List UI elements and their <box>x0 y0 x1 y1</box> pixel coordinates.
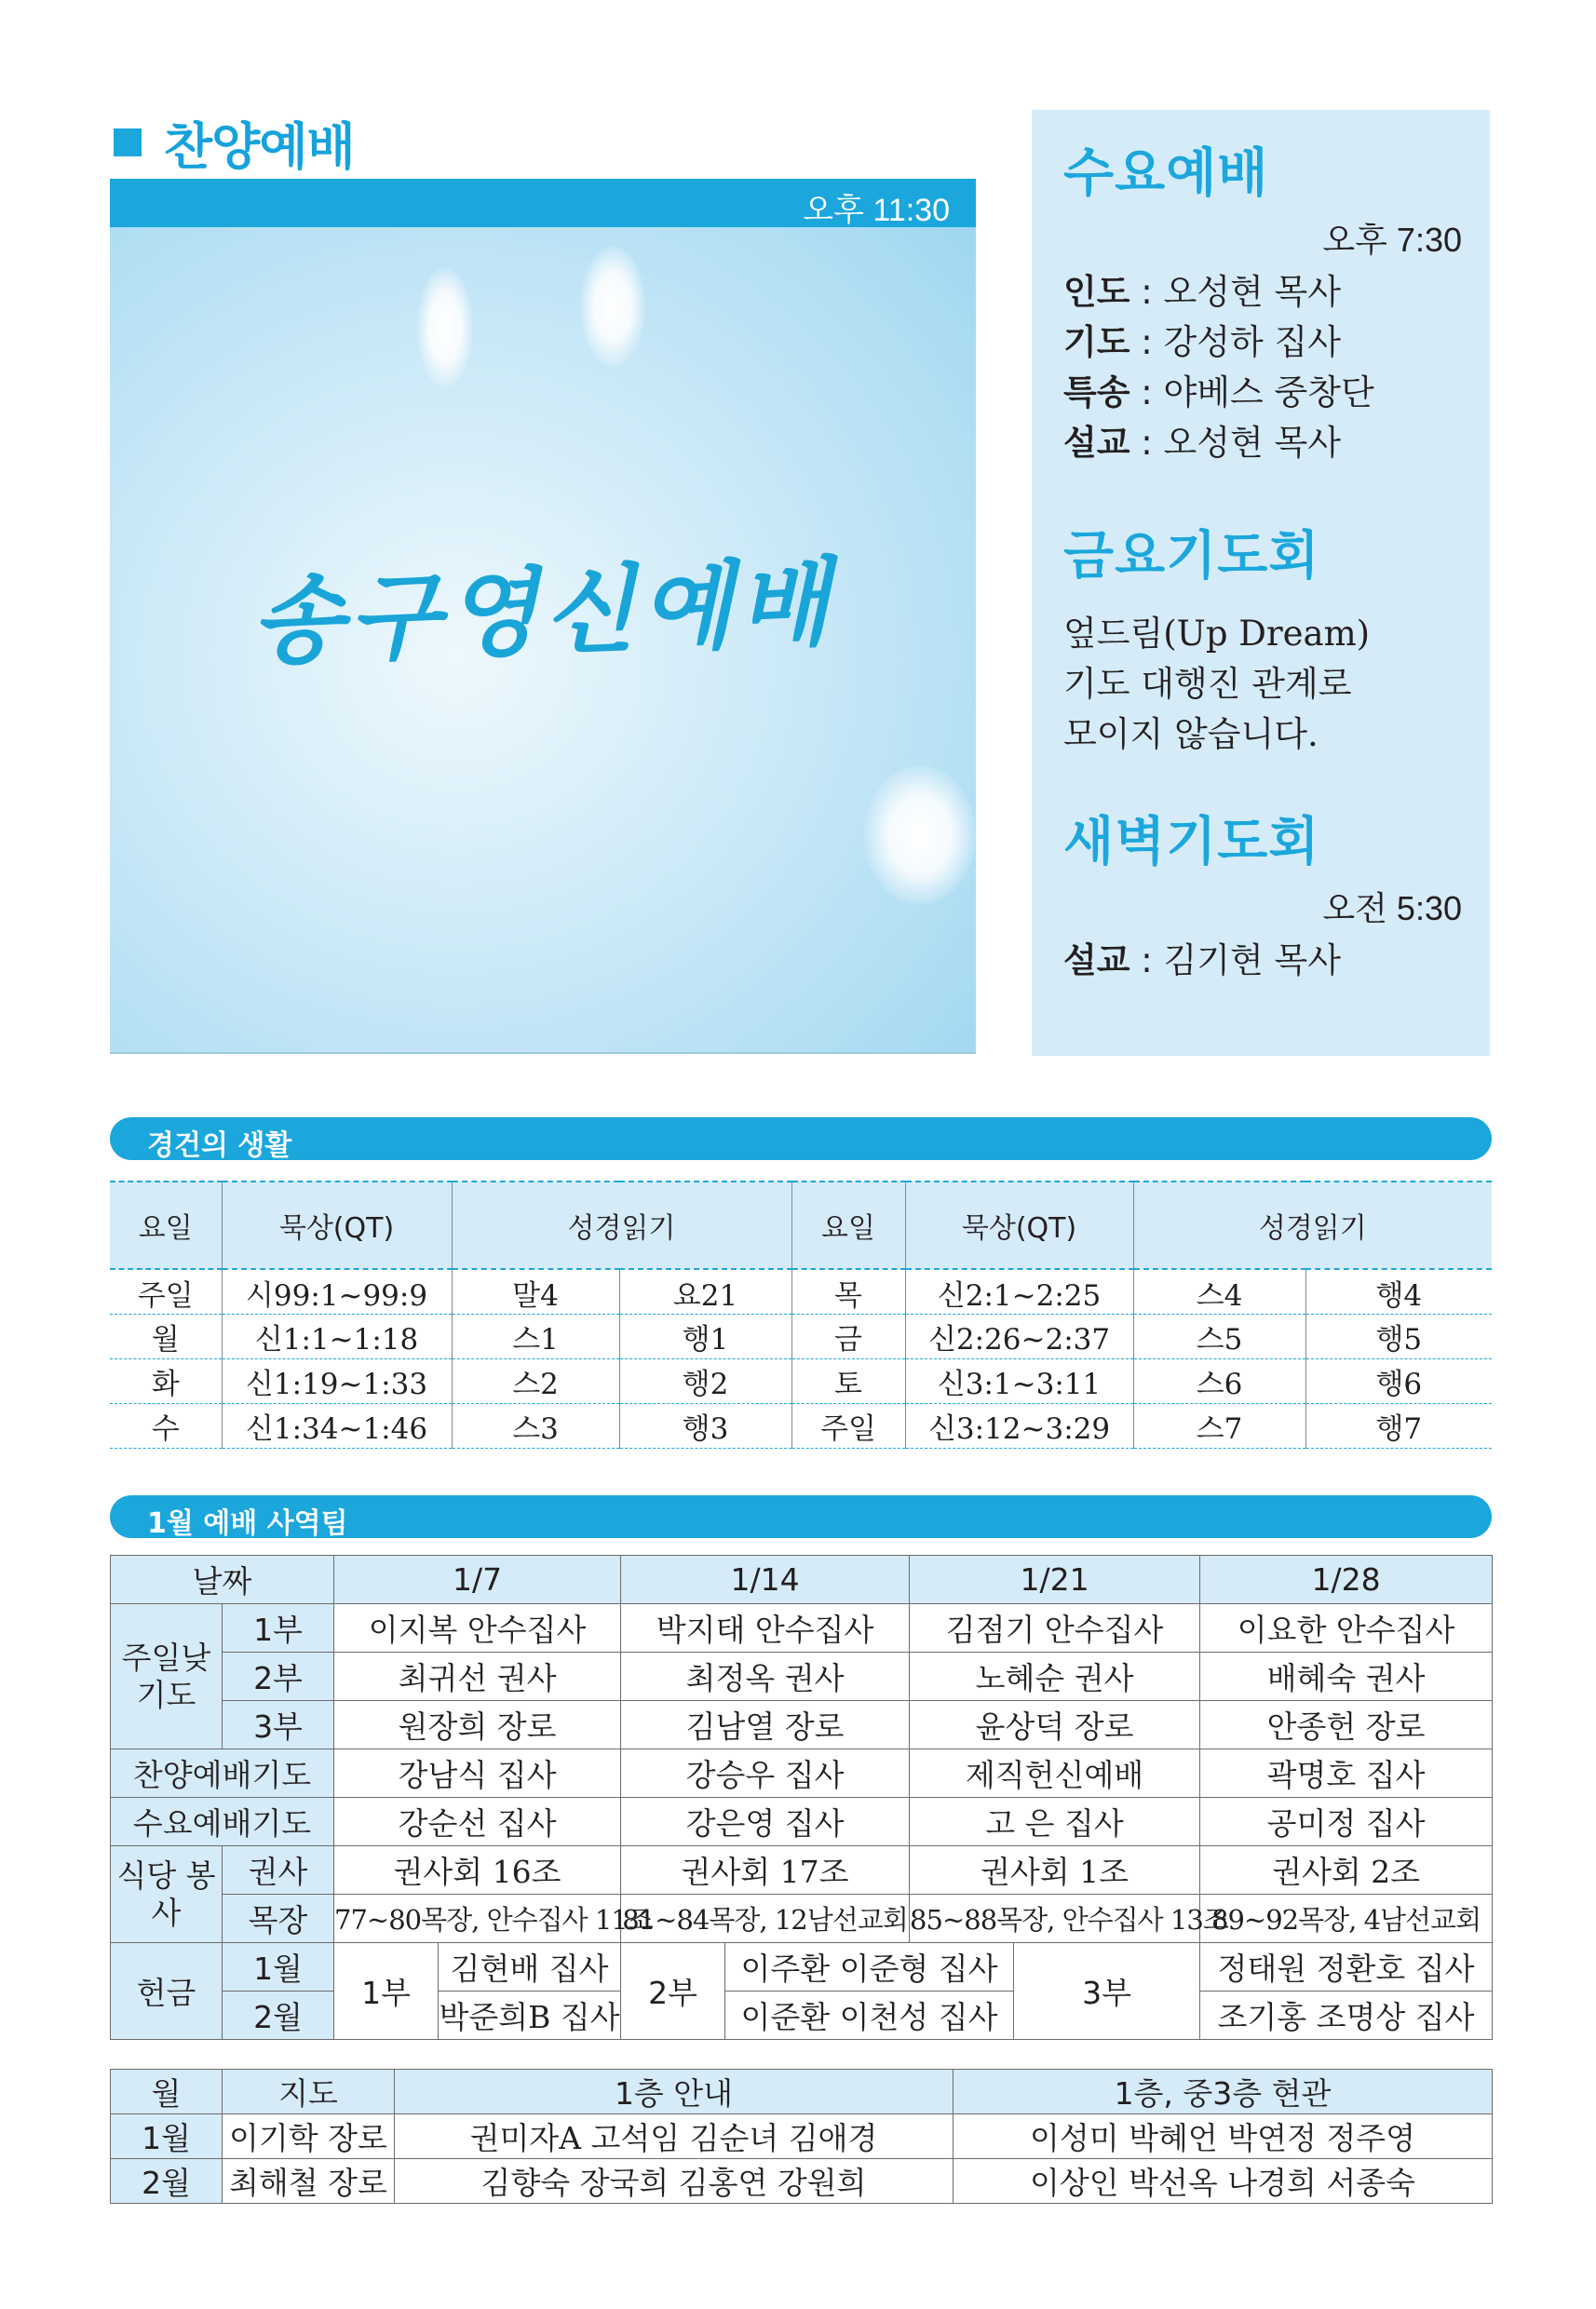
table-row: 식당 봉사 권사 권사회 16조 권사회 17조 권사회 1조 권사회 2조 <box>111 1846 1493 1895</box>
table-row: 찬양예배기도 강남식 집사 강승우 집사 제직헌신예배 곽명호 집사 <box>111 1749 1493 1798</box>
table-row: 월 지도 1층 안내 1층, 중3층 현관 <box>111 2070 1493 2114</box>
praise-service-header <box>114 110 355 175</box>
ministry-team-title: 1월 예배 사역팀 <box>147 1507 348 1540</box>
table-row: 날짜 1/7 1/14 1/21 1/28 <box>111 1556 1493 1604</box>
header-qt: 묵상(QT) <box>905 1182 1133 1269</box>
wednesday-role-sermon: 설교 : 오성현 목사 <box>1063 422 1341 463</box>
table-row: 화 신1:19~1:33 스2 행2 토 신3:1~3:11 스6 행6 <box>110 1359 1492 1404</box>
table-row: 수 신1:34~1:46 스3 행3 주일 신3:12~3:29 스7 행7 <box>110 1404 1492 1449</box>
wednesday-role-special-song: 특송 : 야베스 중창단 <box>1063 371 1374 412</box>
praise-service-title: 찬양예배 <box>164 116 355 176</box>
dawn-prayer-time: 오전 5:30 <box>1322 888 1462 927</box>
new-year-service-title: 송구영신예배 <box>249 547 837 679</box>
table-row: 2월 박준희B 집사 이준환 이천성 집사 조기홍 조명상 집사 <box>111 1992 1493 2040</box>
square-bullet-icon <box>114 128 142 156</box>
header-qt: 묵상(QT) <box>222 1182 452 1269</box>
weekday-services-panel <box>1032 110 1490 1056</box>
friday-prayer-title: 금요기도회 <box>1063 525 1320 587</box>
praise-service-image <box>110 179 976 1054</box>
table-row: 목장 77~80목장, 안수집사 11조 81~84목장, 12남선교회 85~88목장, 안수집사 13조 89~92목장, 4남선교회 <box>111 1895 1493 1943</box>
wednesday-prayer-label: 수요예배기도 <box>111 1798 334 1846</box>
table-row: 월 신1:1~1:18 스1 행1 금 신2:26~2:37 스5 행5 <box>110 1315 1492 1359</box>
ministry-team-banner <box>110 1495 1492 1538</box>
praise-time-bar <box>110 179 976 227</box>
candle-glow-icon <box>864 765 976 905</box>
candle-glow-icon <box>580 246 645 367</box>
praise-prayer-label: 찬양예배기도 <box>111 1749 334 1798</box>
offering-label: 헌금 <box>111 1943 223 2040</box>
sunday-prayer-label: 주일낮 기도 <box>111 1604 223 1749</box>
praise-service-time: 오후 11:30 <box>803 193 950 228</box>
wednesday-service-time: 오후 7:30 <box>1322 220 1462 259</box>
header-day: 요일 <box>791 1182 905 1269</box>
devotion-section-banner <box>110 1117 1492 1160</box>
table-row: 주일 시99:1~99:9 말4 요21 목 신2:1~2:25 스4 행4 <box>110 1269 1492 1315</box>
dawn-role-sermon: 설교 : 김기현 목사 <box>1063 939 1341 980</box>
table-row: 3부 원장희 장로 김남열 장로 윤상덕 장로 안종헌 장로 <box>111 1701 1493 1749</box>
table-row: 수요예배기도 강순선 집사 강은영 집사 고 은 집사 공미정 집사 <box>111 1798 1493 1846</box>
table-row: 2부 최귀선 권사 최정옥 권사 노혜순 권사 배혜숙 권사 <box>111 1653 1493 1701</box>
table-row: 2월 최해철 장로 김향숙 장국희 김홍연 강원희 이상인 박선옥 나경희 서종숙 <box>111 2159 1493 2204</box>
header-reading: 성경읽기 <box>452 1182 791 1269</box>
wednesday-role-prayer: 기도 : 강성하 집사 <box>1063 321 1341 362</box>
table-row: 헌금 1월 1부 김현배 집사 2부 이주환 이준형 집사 3부 정태원 정환호 집사 <box>111 1943 1493 1992</box>
candle-glow-icon <box>417 267 473 388</box>
friday-notice: 엎드림(Up Dream) 기도 대행진 관계로 모이지 않습니다. <box>1063 614 1371 755</box>
usher-guide-table <box>110 2069 1493 2204</box>
devotion-table <box>110 1181 1492 1449</box>
devotion-section-title: 경건의 생활 <box>147 1129 292 1162</box>
dawn-prayer-title: 새벽기도회 <box>1063 812 1320 873</box>
header-day: 요일 <box>110 1182 222 1269</box>
kitchen-label: 식당 봉사 <box>111 1846 223 1943</box>
ministry-team-table <box>110 1555 1493 2040</box>
date-label: 날짜 <box>111 1556 334 1604</box>
wednesday-service-title: 수요예배 <box>1063 143 1269 204</box>
table-row: 주일낮 기도 1부 이지복 안수집사 박지태 안수집사 김점기 안수집사 이요한 안수집사 <box>111 1604 1493 1653</box>
wednesday-role-leader: 인도 : 오성현 목사 <box>1063 271 1341 312</box>
table-row: 1월 이기학 장로 권미자A 고석임 김순녀 김애경 이성미 박혜언 박연정 정주영 <box>111 2114 1493 2159</box>
header-reading: 성경읽기 <box>1133 1182 1492 1269</box>
